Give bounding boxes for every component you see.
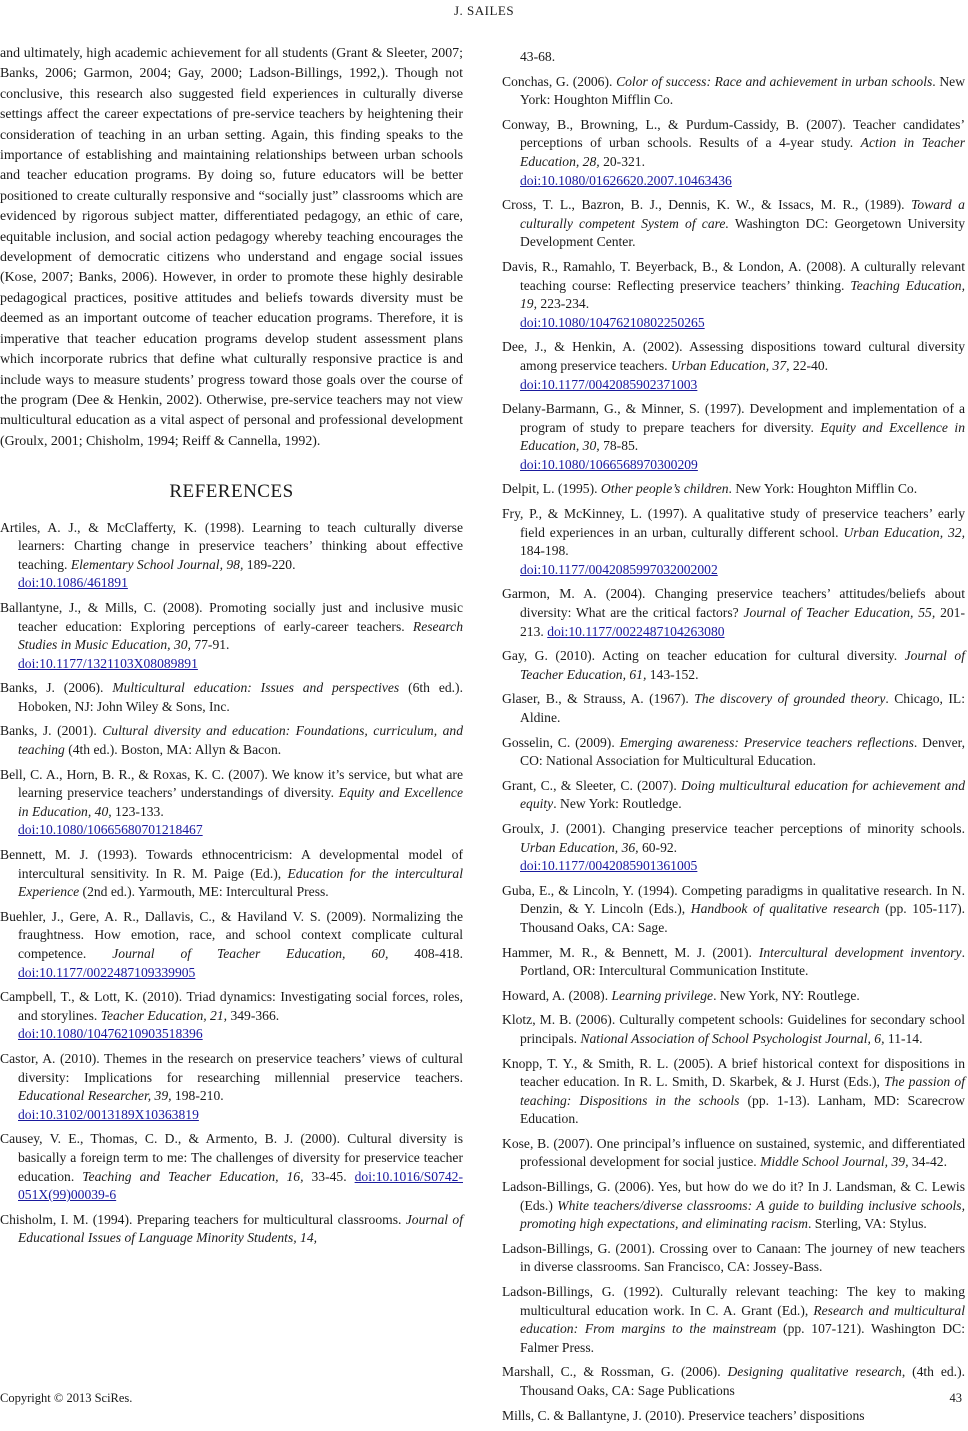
reference-text: Klotz, M. B. (2006). Culturally competent schools: Guidelines for secondary school principals.: [502, 1012, 965, 1046]
reference-entry: [0, 988, 463, 1044]
reference-details: , (4th ed.). Thousand Oaks, CA: Sage Publications: [520, 1364, 966, 1398]
reference-source-title: Elementary School Journal, 98,: [70, 556, 244, 572]
reference-source-title: Other people’s children: [600, 481, 729, 497]
reference-source-title: Educational Researcher, 39,: [18, 1088, 172, 1104]
reference-details: . Denver, CO: National Association for Multicultural Education.: [520, 734, 966, 769]
reference-entry: [502, 48, 965, 67]
doi-link[interactable]: doi:10.1080/10476210802250265: [520, 314, 705, 330]
reference-entry: [0, 846, 463, 902]
doi-link[interactable]: doi:10.3102/0013189X10363819: [18, 1106, 199, 1122]
reference-source-title: Cultural diversity and education: Foundations, curriculum, and teaching: [18, 723, 463, 758]
reference-source-title: Emerging awareness: Preservice teachers reflections: [619, 734, 914, 750]
reference-source-title: Teaching and Teacher Education, 16,: [82, 1168, 304, 1184]
reference-entry: [502, 585, 965, 641]
reference-text: Glaser, B., & Strauss, A. (1967).: [502, 691, 695, 707]
reference-source-title: Designing qualitative research: [727, 1364, 902, 1380]
reference-text: Delany-Barmann, G., & Minner, S. (1997). Development and implementation of a program of study to prepare teachers for diversity.: [502, 401, 965, 435]
reference-details: (6th ed.). Hoboken, NJ: John Wiley & Sons, Inc.: [18, 680, 463, 714]
reference-text: Conchas, G. (2006).: [502, 73, 617, 89]
reference-entry: [502, 647, 965, 684]
reference-details: 184-198.: [520, 543, 569, 559]
reference-details: 33-45.: [303, 1168, 355, 1184]
reference-entry: [502, 882, 965, 938]
reference-entry: [0, 766, 463, 840]
reference-entry: [0, 722, 463, 759]
reference-entry: [0, 1130, 463, 1204]
reference-text: Ladson-Billings, G. (2006). Yes, but how do we do it? In J. Landsman, & C. Lewis (Eds.): [502, 1179, 965, 1213]
reference-text: Causey, V. E., Thomas, C. D., & Armento, B. J. (2000). Cultural diversity is basically a foreign term to me: The challenges of diversity for preservice teacher education.: [0, 1131, 463, 1184]
reference-source-title: Journal of Educational Issues of Language Minority Students, 14,: [18, 1211, 463, 1246]
reference-entry: [0, 1050, 463, 1124]
references-list-left: [0, 519, 463, 1248]
left-column: [0, 44, 463, 1254]
reference-source-title: Education for the intercultural Experience: [18, 865, 463, 900]
reference-details: . Portland, OR: Intercultural Communication Institute.: [520, 944, 965, 979]
reference-text: Banks, J. (2006).: [0, 680, 113, 696]
reference-text: 43-68.: [520, 49, 556, 64]
reference-entry: [502, 690, 965, 727]
reference-details: (2nd ed.). Yarmouth, ME: Intercultural Press.: [79, 884, 329, 900]
reference-text: Grant, C., & Sleeter, C. (2007).: [502, 777, 681, 793]
reference-details: Washington DC: Georgetown University Development Center.: [520, 215, 966, 250]
doi-link[interactable]: doi:10.1080/1066568970300209: [520, 456, 698, 472]
references-heading: REFERENCES: [169, 481, 294, 503]
running-header: J. SAILES: [453, 3, 515, 18]
reference-text: Mills, C. & Ballantyne, J. (2010). Preservice teachers’ dispositions: [502, 1407, 865, 1423]
reference-text: Kose, B. (2007). One principal’s influence on sustained, systemic, and differentiated professional development for social justice.: [502, 1135, 965, 1170]
reference-details: . Sterling, VA: Stylus.: [807, 1216, 927, 1232]
reference-text: Buehler, J., Gere, A. R., Dallavis, C., & Haviland V. S. (2009). Normalizing the fraughtness. How emotion, race, and school context complicate cultural competence.: [0, 908, 463, 961]
doi-link[interactable]: doi:10.1016/S0742-051X(99)00039-6: [18, 1168, 463, 1203]
reference-source-title: Toward a culturally competent System of care.: [520, 197, 965, 231]
reference-source-title: Intercultural development inventory: [758, 944, 962, 960]
reference-entry: [502, 258, 965, 332]
reference-source-title: Journal of Teacher Education, 60,: [112, 946, 389, 961]
reference-entry: [502, 196, 965, 252]
reference-text: Delpit, L. (1995).: [502, 481, 601, 497]
reference-details: 223-234.: [537, 296, 590, 312]
reference-entry: [502, 1240, 965, 1277]
doi-link[interactable]: doi:10.1177/0022487104263080: [547, 623, 725, 639]
reference-entry: [502, 400, 965, 474]
reference-text: Ballantyne, J., & Mills, C. (2008). Promoting socially just and inclusive music teacher education: Exploring perceptions of early-career teachers.: [0, 599, 463, 634]
reference-source-title: Urban Education, 36,: [520, 839, 639, 855]
reference-source-title: Action in Teacher Education, 28,: [520, 135, 966, 169]
reference-entry: [502, 1407, 965, 1426]
reference-source-title: Journal of Teacher Education, 61,: [520, 648, 966, 682]
reference-text: Fry, P., & McKinney, L. (1997). A qualitative study of preservice teachers’ early field experiences in an urban, culturally different school.: [502, 506, 965, 540]
doi-link[interactable]: doi:10.1177/0042085901361005: [520, 858, 698, 874]
doi-link[interactable]: doi:10.1177/0022487109339905: [18, 964, 196, 980]
doi-link[interactable]: doi:10.1177/0042085997032002002: [520, 561, 718, 577]
reference-text: Garmon, M. A. (2004). Changing preservice teachers’ attitudes/beliefs about diversity: What are the critical factors?: [502, 586, 965, 621]
reference-entry: [502, 987, 965, 1006]
reference-text: Dee, J., & Henkin, A. (2002). Assessing dispositions toward cultural diversity among preservice teachers.: [502, 339, 965, 373]
reference-entry: [502, 1363, 965, 1400]
page-number: 43: [949, 1391, 962, 1405]
reference-entry: [502, 505, 965, 579]
reference-details: . New York: Houghton Mifflin Co.: [728, 481, 918, 497]
reference-source-title: Urban Education, 37,: [670, 357, 790, 373]
copyright-footer: Copyright © 2013 SciRes.: [0, 1391, 133, 1405]
reference-entry: [502, 820, 965, 876]
doi-link[interactable]: doi:10.1080/01626620.2007.10463436: [520, 172, 732, 188]
doi-link[interactable]: doi:10.1080/10665680701218467: [18, 822, 203, 838]
reference-source-title: Doing multicultural education for achievement and equity: [520, 777, 965, 812]
reference-details: (pp. 1-13). Lanham, MD: Scarecrow Education.: [520, 1092, 965, 1127]
reference-source-title: Middle School Journal, 39,: [760, 1154, 909, 1170]
reference-source-title: Teaching Education, 19,: [520, 277, 966, 312]
reference-source-title: National Association of School Psychologist Journal, 6,: [580, 1030, 885, 1046]
body-paragraph: and ultimately, high academic achievement for all students (Grant & Sleeter, 2007; Banks, 2006; Garmon, 2004; Gay, 2000; Ladson-Billings, 1992,). Though not conclusive, this research also suggested field experiences in culturally diverse settings affect the career expectations of pre-service teachers by heightening their consideration of teaching in an urban setting. Again, this finding speaks to the importance of establishing and maintaining relationships between urban schools and teacher education programs. By doing so, future educators will be better positioned to create culturally responsive and “socially just” classrooms which are evidenced by rigorous subject matter, differentiated pedagogy, an ethic of care, equitable inclusion, and social action pedagogy whereby teaching encourages the development of democratic citizens who understand and engage social issues (Kose, 2007; Banks, 2006). However, in order to promote these highly desirable pedagogical practices, positive attitudes and beliefs towards diversity must be deemed as an important outcome of teacher education programs. Therefore, it is imperative that teacher education programs develop student assessment plans which incorporate rubrics that define what culturally responsive practice is and include ways to measure students’ progress toward those goals over the course of the program (Dee & Henkin, 2002). Otherwise, pre-service teachers may not view multicultural education as a vital aspect of personal and professional development (Groulx, 2001; Chisholm, 1994; Reiff & Cannella, 1992).: [0, 46, 463, 449]
doi-link[interactable]: doi:10.1080/10476210903518396: [18, 1026, 203, 1042]
reference-source-title: Equity and Excellence in Education, 40,: [18, 785, 463, 819]
reference-entry: [502, 116, 965, 190]
reference-text: Knopp, T. Y., & Smith, R. L. (2005). A brief historical context for dispositions in teacher education. In R. L. Smith, D. Skarbek, & J. Hurst (Eds.),: [502, 1055, 965, 1090]
reference-details: 143-152.: [646, 666, 699, 682]
reference-text: Bell, C. A., Horn, B. R., & Roxas, K. C. (2007). We know it’s service, but what are learning preservice teachers’ understandings of diversity.: [0, 766, 463, 801]
references-list-right: [502, 48, 965, 1425]
reference-entry: [0, 1211, 463, 1248]
reference-source-title: Color of success: Race and achievement in urban schools: [616, 73, 933, 89]
reference-details: 20-321.: [599, 153, 645, 169]
doi-link[interactable]: doi:10.1177/1321103X08089891: [18, 655, 198, 671]
reference-text: Howard, A. (2008).: [502, 987, 612, 1003]
reference-entry: [502, 1011, 965, 1048]
reference-entry: [502, 734, 965, 771]
reference-text: Conway, B., Browning, L., & Purdum-Cassidy, B. (2007). Teacher candidates’ perceptions of urban schools. Results of a 4-year study.: [502, 116, 965, 151]
reference-text: Chisholm, I. M. (1994). Preparing teachers for multicultural classrooms.: [0, 1211, 406, 1227]
reference-source-title: The discovery of grounded theory: [694, 691, 886, 707]
reference-source-title: Journal of Teacher Education, 55,: [743, 605, 936, 621]
reference-source-title: Research Studies in Music Education, 30,: [18, 618, 463, 653]
reference-entry: [502, 1283, 965, 1357]
reference-text: Hammer, M. R., & Bennett, M. J. (2001).: [502, 944, 759, 960]
reference-text: Ladson-Billings, G. (1992). Culturally relevant teaching: The key to making multicultural education work. In C. A. Grant (Ed.),: [502, 1284, 965, 1318]
reference-text: Gosselin, C. (2009).: [502, 734, 620, 750]
reference-entry: [502, 73, 965, 110]
reference-details: (pp. 107-121). Washington DC: Falmer Press.: [520, 1321, 965, 1355]
reference-entry: [502, 480, 965, 499]
reference-details: 11-14.: [884, 1030, 923, 1046]
reference-details: 78-85.: [599, 438, 639, 454]
reference-entry: [0, 679, 463, 716]
reference-details: . New York: Houghton Mifflin Co.: [520, 73, 966, 108]
reference-details: (4th ed.). Boston, MA: Allyn & Bacon.: [64, 742, 282, 758]
reference-entry: [0, 908, 463, 982]
reference-text: Gay, G. (2010). Acting on teacher education for cultural diversity.: [502, 648, 905, 664]
reference-details: (pp. 105-117). Thousand Oaks, CA: Sage.: [520, 901, 966, 935]
reference-details: 408-418.: [388, 946, 463, 961]
reference-entry: [0, 519, 463, 593]
right-column: [502, 48, 965, 1431]
reference-details: 349-366.: [227, 1007, 280, 1023]
reference-details: 77-91.: [190, 637, 230, 653]
reference-entry: [502, 777, 965, 814]
reference-text: Davis, R., Ramahlo, T. Beyerback, B., & London, A. (2008). A culturally relevant teaching course: Reflecting preservice teachers’ thinking.: [502, 258, 965, 293]
reference-source-title: Teacher Education, 21,: [100, 1007, 228, 1023]
reference-details: 198-210.: [171, 1088, 224, 1104]
reference-entry: [0, 599, 463, 673]
reference-source-title: Multicultural education: Issues and perspectives: [112, 680, 400, 696]
doi-link[interactable]: doi:10.1086/461891: [18, 575, 128, 591]
reference-entry: [502, 1178, 965, 1234]
reference-text: Groulx, J. (2001). Changing preservice teacher perceptions of minority schools.: [502, 820, 965, 836]
reference-source-title: Research and multicultural education: From margins to the mainstream: [520, 1302, 965, 1337]
reference-text: Artiles, A. J., & McClafferty, K. (1998). Learning to teach culturally diverse learners: Charting change in preservice teachers’ thinking about effective teaching.: [0, 519, 463, 572]
reference-text: Marshall, C., & Rossman, G. (2006).: [502, 1364, 728, 1380]
reference-details: 189-220.: [243, 556, 296, 572]
reference-entry: [502, 1135, 965, 1172]
reference-entry: [502, 338, 965, 394]
reference-details: 201-213.: [520, 605, 965, 639]
reference-text: Bennett, M. J. (1993). Towards ethnocentricism: A developmental model of intercultural sensitivity. In R. M. Paige (Ed.),: [0, 847, 463, 881]
reference-details: 34-42.: [908, 1154, 947, 1170]
reference-details: 123-133.: [111, 803, 164, 819]
reference-details: . Chicago, IL: Aldine.: [520, 691, 965, 725]
reference-text: Ladson-Billings, G. (2001). Crossing over to Canaan: The journey of new teachers in diverse classrooms. San Francisco, CA: Jossey-Bass.: [502, 1240, 965, 1275]
reference-text: Banks, J. (2001).: [0, 723, 103, 739]
reference-source-title: The passion of teaching: Dispositions in the schools: [520, 1074, 965, 1108]
reference-source-title: Urban Education, 32,: [843, 524, 965, 540]
reference-details: 22-40.: [789, 357, 829, 373]
reference-source-title: Handbook of qualitative research: [690, 901, 880, 917]
reference-details: . New York, NY: Routlege.: [713, 987, 860, 1003]
reference-entry: [502, 944, 965, 981]
doi-link[interactable]: doi:10.1177/0042085902371003: [520, 376, 698, 392]
reference-source-title: Equity and Excellence in Education, 30,: [520, 419, 965, 454]
reference-text: Guba, E., & Lincoln, Y. (1994). Competing paradigms in qualitative research. In N. Denzin, & Y. Lincoln (Eds.),: [502, 882, 965, 917]
reference-details: 60-92.: [638, 839, 678, 855]
reference-text: Campbell, T., & Lott, K. (2010). Triad dynamics: Investigating social forces, roles, and storylines.: [0, 989, 463, 1023]
reference-source-title: White teachers/diverse classrooms: A guide to building inclusive schools, promoting high expectations, and eliminating racism: [520, 1197, 965, 1232]
reference-details: . New York: Routledge.: [553, 796, 682, 812]
reference-text: Cross, T. L., Bazron, B. J., Dennis, K. W., & Issacs, M. R., (1989).: [502, 197, 912, 213]
reference-entry: [502, 1055, 965, 1129]
reference-text: Castor, A. (2010). Themes in the research on preservice teachers’ views of cultural diversity: Implications for researching millennial preservice teachers.: [0, 1050, 463, 1085]
reference-source-title: Learning privilege: [611, 987, 714, 1003]
